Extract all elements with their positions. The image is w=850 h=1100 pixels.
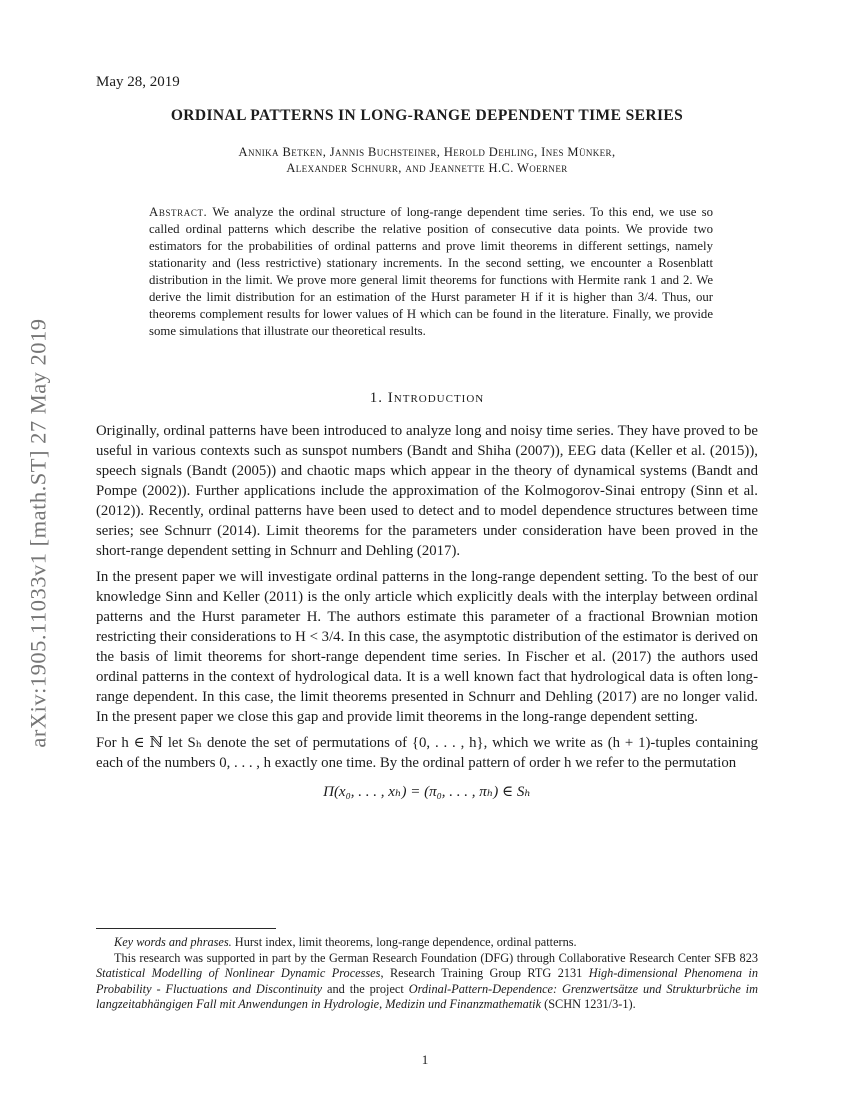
paper-title: ORDINAL PATTERNS IN LONG-RANGE DEPENDENT TIME SERIES — [170, 107, 684, 124]
abstract — [149, 204, 713, 340]
authors-line-1: Annika Betken, Jannis Buchsteiner, Herold Dehling, Ines Münker, — [238, 145, 616, 159]
footnote-block — [96, 928, 758, 1013]
authors-block — [96, 145, 758, 176]
footnote-rule — [96, 928, 276, 929]
paragraph-3: For h ∈ ℕ let Sₕ denote the set of permutations of {0, . . . , h}, which we write as (h + 1)-tuples containing each of the numbers 0, . . . , h exactly one time. By the ordinal pattern of order h we refer to the permutation — [96, 735, 758, 771]
keywords-label: Key words and phrases. — [114, 935, 232, 949]
paragraph-1: Originally, ordinal patterns have been introduced to analyze long and noisy time series. They have proved to be useful in various contexts such as sunspot numbers (Bandt and Shiha (2007)), EEG data (Keller et al. (2015)), speech signals (Bandt (2005)) and chaotic maps which appear in the theory of dynamical systems (Bandt and Pompe (2002)). Further applications include the approximation of the Kolmogorov-Sinai entropy (Sinn et al. (2012)). Recently, ordinal patterns have been used to detect and to model dependence structures between time series; see Schnurr (2014). Limit theorems for the parameters under consideration have been proved in the short-range dependent setting in Schnurr and Dehling (2017). — [96, 423, 758, 559]
funding-note: This research was supported in part by the German Research Foundation (DFG) through Collaborative Research Center SFB 823 Statistical Modelling of Nonlinear Dynamic Processes, Research Training Group RTG 2131 High-dimensional Phenomena in Probability - Fluctuations and Discontinuity and the project Ordinal-Pattern-Dependence: Grenzwertsätze und Strukturbrüche im langzeitabhängigen Fall mit Anwendungen in Hydrologie, Medizin und Finanzmathematik (SCHN 1231/3-1). — [96, 950, 758, 1012]
page-number: 1 — [421, 1052, 429, 1067]
paragraph-2: In the present paper we will investigate ordinal patterns in the long-range dependent setting. To the best of our knowledge Sinn and Keller (2011) is the only article which explicitly deals with the interplay between ordinal patterns and the Hurst parameter H. The authors estimate this parameter of a fractional Brownian motion restricting their considerations to H < 3/4. In this case, the asymptotic distribution of the estimator is derived on the basis of limit theorems for short-range dependent time series. In Fischer et al. (2017) the authors used ordinal patterns in the context of hydrological data. It is a well known fact that hydrological data is often long-range dependent. In this case, the limit theorems presented in Schnurr and Dehling (2017) are no longer valid. In the present paper we close this gap and provide limit theorems in the long-range dependent setting. — [96, 569, 758, 725]
keywords-text: Hurst index, limit theorems, long-range dependence, ordinal patterns. — [231, 935, 577, 949]
abstract-text: We analyze the ordinal structure of long-range dependent time series. To this end, we use so called ordinal patterns which describe the relative position of consecutive data points. We provide two estimators for the probabilities of ordinal patterns and prove limit theorems in different settings, namely stationarity and (less restrictive) stationary increments. In the second setting, we encounter a Rosenblatt distribution in the limit. We prove more general limit theorems for functions with Hermite rank 1 and 2. We derive the limit distribution for an estimation of the Hurst parameter H if it is higher than 3/4. Thus, our theorems complement results for lower values of H which can be found in the literature. Finally, we provide some simulations that illustrate our theoretical results. — [149, 205, 713, 338]
keywords-line — [96, 935, 758, 951]
submission-date: May 28, 2019 — [96, 74, 180, 90]
introduction-body — [96, 421, 758, 773]
abstract-label: Abstract. — [149, 205, 208, 219]
section-heading-introduction: 1. Introduction — [369, 390, 485, 406]
arxiv-stamp: arXiv:1905.11033v1 [math.ST] 27 May 2019 — [25, 318, 51, 748]
authors-line-2: Alexander Schnurr, and Jeannette H.C. Woerner — [286, 160, 568, 175]
ordinal-pattern-equation: Π(x₀, . . . , xₕ) = (π₀, . . . , πₕ) ∈ Sₕ — [323, 784, 531, 800]
